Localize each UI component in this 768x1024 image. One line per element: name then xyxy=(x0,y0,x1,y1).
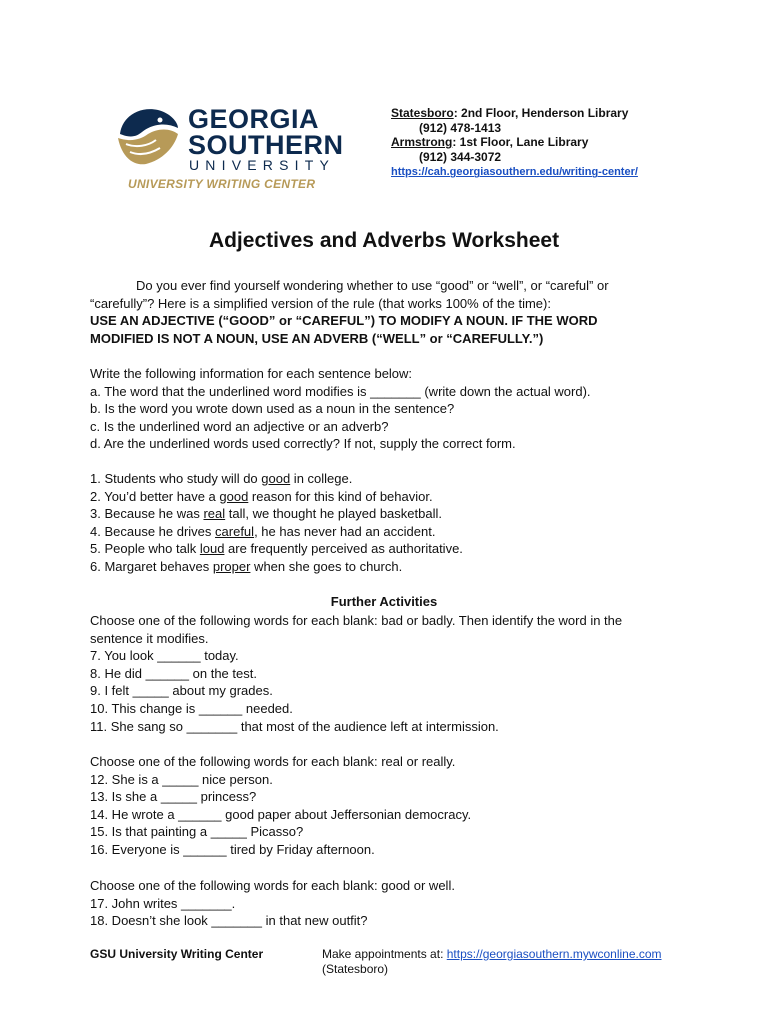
contact-info xyxy=(391,106,638,180)
instructions xyxy=(90,365,591,453)
sentence-text: 6. Margaret behaves xyxy=(90,558,213,574)
sentence-item xyxy=(90,558,463,576)
exercise-item: 13. Is she a _____ princess? xyxy=(90,789,257,805)
eagle-logo-icon xyxy=(112,104,182,170)
sentence-text: , he has never had an accident. xyxy=(254,523,436,539)
real-really-section xyxy=(90,753,471,859)
exercise-item: 7. You look ______ today. xyxy=(90,648,239,664)
underlined-word: proper xyxy=(212,558,251,574)
exercise-item: 9. I felt _____ about my grades. xyxy=(90,683,273,699)
sentence-text: are frequently perceived as authoritative. xyxy=(224,541,463,557)
armstrong-phone: (912) 344-3072 xyxy=(419,149,502,164)
rule-line-2: MODIFIED IS NOT A NOUN, USE AN ADVERB (“WELL” or “CAREFULLY.”) xyxy=(90,330,544,346)
sentence-text: 4. Because he drives xyxy=(90,523,216,539)
instruction-a: a. The word that the underlined word modifies is _______ (write down the actual word). xyxy=(90,383,591,399)
exercise-item: 18. Doesn’t she look _______ in that new outfit? xyxy=(90,913,368,929)
bad-badly-section xyxy=(90,612,622,735)
exercise-item: 10. This change is ______ needed. xyxy=(90,700,293,716)
section-instruction: sentence it modifies. xyxy=(90,630,209,646)
sentence-item xyxy=(90,540,463,558)
underlined-word: careful xyxy=(215,523,255,539)
sentence-item xyxy=(90,488,463,506)
university-logo xyxy=(112,100,348,196)
rule-line-1: USE AN ADJECTIVE (“GOOD” or “CAREFUL”) TO MODIFY A NOUN. IF THE WORD xyxy=(90,313,598,329)
armstrong-label: Armstrong xyxy=(391,135,453,150)
logo-university: UNIVERSITY xyxy=(189,157,336,173)
exercise-item: 11. She sang so _______ that most of the audience left at intermission. xyxy=(90,718,499,734)
underlined-word: real xyxy=(203,506,226,522)
footer-note: (Statesboro) xyxy=(322,962,389,976)
sentence-text: tall, we thought he played basketball. xyxy=(225,506,442,522)
statesboro-location: : 2nd Floor, Henderson Library xyxy=(453,106,629,120)
sentence-text: in college. xyxy=(290,471,353,486)
logo-southern: SOUTHERN xyxy=(188,130,344,160)
logo-georgia: GEORGIA xyxy=(188,104,320,134)
logo-writing-center: UNIVERSITY WRITING CENTER xyxy=(128,177,316,191)
underlined-word: good xyxy=(219,488,249,504)
appointments-link[interactable]: https://georgiasouthern.mywconline.com xyxy=(446,947,662,961)
exercise-item: 16. Everyone is ______ tired by Friday afternoon. xyxy=(90,841,375,857)
statesboro-phone: (912) 478-1413 xyxy=(419,120,502,135)
footer-prefix: Make appointments at: xyxy=(322,947,447,961)
instructions-heading: Write the following information for each sentence below: xyxy=(90,366,413,381)
underlined-word: good xyxy=(261,471,291,486)
armstrong-location: : 1st Floor, Lane Library xyxy=(452,135,589,150)
intro-line-2: “carefully”? Here is a simplified version of the rule (that works 100% of the time): xyxy=(90,295,551,311)
exercise-item: 8. He did ______ on the test. xyxy=(90,665,257,681)
instruction-c: c. Is the underlined word an adjective or an adverb? xyxy=(90,418,389,434)
sentence-text: 2. You’d better have a xyxy=(90,488,220,504)
intro-line-1: Do you ever find yourself wondering whether to use “good” or “well”, or “careful” or xyxy=(136,278,609,293)
sentence-list xyxy=(90,470,463,576)
page-title: Adjectives and Adverbs Worksheet xyxy=(208,229,560,252)
writing-center-link[interactable]: https://cah.georgiasouthern.edu/writing-center/ xyxy=(391,166,638,179)
sentence-item xyxy=(90,470,463,488)
instruction-d: d. Are the underlined words used correctly? If not, supply the correct form. xyxy=(90,436,516,452)
footer-appointments xyxy=(322,947,662,977)
sentence-text: 1. Students who study will do xyxy=(90,471,262,486)
further-activities-heading: Further Activities xyxy=(330,594,438,609)
sentence-text: 3. Because he was xyxy=(90,506,204,522)
statesboro-label: Statesboro xyxy=(391,106,454,120)
sentence-text: reason for this kind of behavior. xyxy=(248,488,433,504)
underlined-word: loud xyxy=(199,541,225,557)
armstrong-line xyxy=(391,135,588,149)
exercise-item: 14. He wrote a ______ good paper about Jeffersonian democracy. xyxy=(90,806,472,822)
instruction-b: b. Is the word you wrote down used as a noun in the sentence? xyxy=(90,401,455,417)
statesboro-line xyxy=(391,106,628,120)
sentence-text: when she goes to church. xyxy=(250,558,403,574)
intro-paragraph xyxy=(90,277,609,347)
section-instruction: Choose one of the following words for each blank: good or well. xyxy=(90,878,455,893)
section-instruction: Choose one of the following words for each blank: real or really. xyxy=(90,754,456,769)
footer-center-name: GSU University Writing Center xyxy=(90,947,264,961)
exercise-item: 17. John writes _______. xyxy=(90,895,236,911)
exercise-item: 15. Is that painting a _____ Picasso? xyxy=(90,824,304,840)
section-instruction: Choose one of the following words for each blank: bad or badly. Then identify the word in the xyxy=(90,613,623,628)
sentence-item xyxy=(90,505,463,523)
sentence-item xyxy=(90,523,463,541)
good-well-section xyxy=(90,877,455,930)
sentence-text: 5. People who talk xyxy=(90,541,200,557)
exercise-item: 12. She is a _____ nice person. xyxy=(90,771,273,787)
